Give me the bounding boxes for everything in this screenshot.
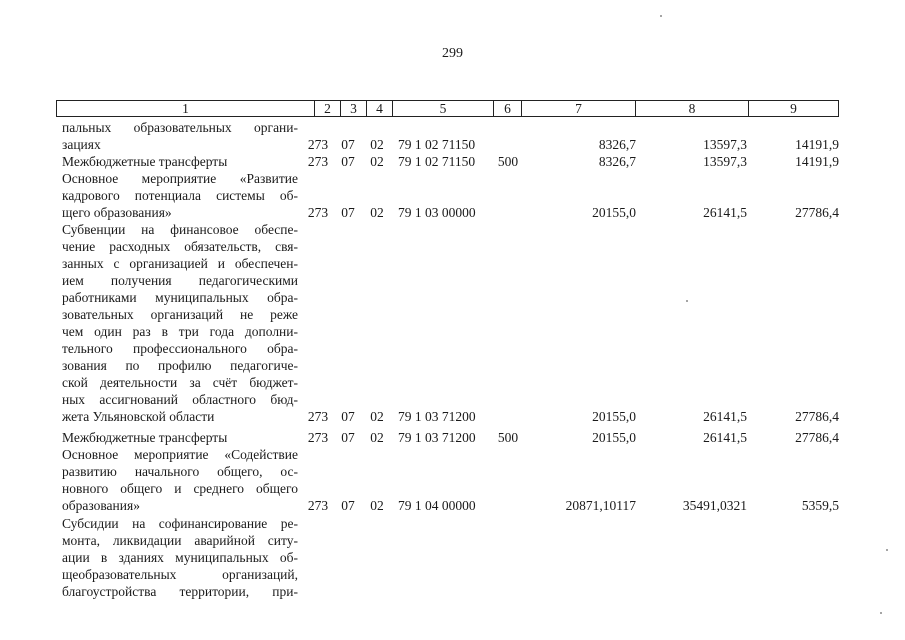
row-description-line: тельного профессионального обра- xyxy=(62,341,298,356)
row-description-line: щеобразовательных организаций, xyxy=(62,567,298,582)
cell-amount-8: 13597,3 xyxy=(703,137,747,152)
cell-amount-9: 27786,4 xyxy=(795,430,839,445)
row-description-line: зациях xyxy=(62,137,101,152)
row-description-line: зовательных организаций не реже xyxy=(62,307,298,322)
cell-admin-code: 273 xyxy=(307,430,329,445)
row-description-line: чем один раз в три года дополни- xyxy=(62,324,298,339)
cell-subsection: 02 xyxy=(370,498,384,513)
cell-amount-9: 5359,5 xyxy=(801,498,839,513)
cell-admin-code: 273 xyxy=(307,137,329,152)
cell-target-article: 79 1 03 00000 xyxy=(398,205,476,220)
cell-target-article: 79 1 02 71150 xyxy=(398,154,476,169)
cell-amount-9: 14191,9 xyxy=(795,137,839,152)
cell-amount-7: 20155,0 xyxy=(592,409,636,424)
row-description-line: ных ассигнований областного бюд- xyxy=(62,392,298,407)
cell-amount-7: 8326,7 xyxy=(598,154,636,169)
row-description-line: Межбюджетные трансферты xyxy=(62,430,228,445)
column-header-6: 6 xyxy=(494,101,522,116)
scan-speck xyxy=(886,549,888,551)
cell-amount-7: 20871,10117 xyxy=(565,498,636,513)
row-description-line: Межбюджетные трансферты xyxy=(62,154,228,169)
page-number: 299 xyxy=(442,46,463,61)
cell-admin-code: 273 xyxy=(307,154,329,169)
cell-subsection: 02 xyxy=(370,205,384,220)
column-header-9: 9 xyxy=(790,101,797,116)
row-description-line: ием получения педагогическими xyxy=(62,273,298,288)
cell-target-article: 79 1 03 71200 xyxy=(398,430,476,445)
cell-amount-7: 8326,7 xyxy=(598,137,636,152)
column-header-8: 8 xyxy=(636,101,749,116)
cell-section: 07 xyxy=(341,409,355,424)
column-header-3: 3 xyxy=(341,101,367,116)
cell-amount-8: 26141,5 xyxy=(703,205,747,220)
scan-speck xyxy=(880,612,882,614)
cell-section: 07 xyxy=(341,154,355,169)
cell-admin-code: 273 xyxy=(307,205,329,220)
cell-amount-8: 13597,3 xyxy=(703,154,747,169)
cell-amount-9: 27786,4 xyxy=(795,409,839,424)
cell-subsection: 02 xyxy=(370,409,384,424)
cell-admin-code: 273 xyxy=(307,498,329,513)
row-description-line: чение расходных обязательств, свя- xyxy=(62,239,298,254)
row-description-line: Основное мероприятие «Содействие xyxy=(62,447,298,462)
row-description-line: щего образования» xyxy=(62,205,172,220)
cell-amount-8: 35491,0321 xyxy=(682,498,747,513)
cell-section: 07 xyxy=(341,430,355,445)
row-description-line: кадрового потенциала системы об- xyxy=(62,188,298,203)
row-description-line: новного общего и среднего общего xyxy=(62,481,298,496)
column-header-1: 1 xyxy=(57,101,315,116)
cell-amount-8: 26141,5 xyxy=(703,409,747,424)
cell-target-article: 79 1 04 00000 xyxy=(398,498,476,513)
row-description-line: благоустройства территории, при- xyxy=(62,584,298,599)
row-description-line: монта, ликвидации аварийной ситу- xyxy=(62,533,298,548)
table-header xyxy=(56,100,839,117)
column-header-2: 2 xyxy=(315,101,341,116)
cell-amount-8: 26141,5 xyxy=(703,430,747,445)
row-description-line: развитию начального общего, ос- xyxy=(62,464,298,479)
column-header-7: 7 xyxy=(522,101,636,116)
cell-amount-9: 14191,9 xyxy=(795,154,839,169)
cell-admin-code: 273 xyxy=(307,409,329,424)
row-description-line: Основное мероприятие «Развитие xyxy=(62,171,298,186)
cell-expense-type: 500 xyxy=(497,430,519,445)
cell-target-article: 79 1 03 71200 xyxy=(398,409,476,424)
row-description-line: образования» xyxy=(62,498,140,513)
column-header-4: 4 xyxy=(367,101,393,116)
row-description-line: Субвенции на финансовое обеспе- xyxy=(62,222,298,237)
row-description-line: занных с организацией и обеспечен- xyxy=(62,256,298,271)
cell-section: 07 xyxy=(341,205,355,220)
row-description-line: Субсидии на софинансирование ре- xyxy=(62,516,298,531)
cell-amount-9: 27786,4 xyxy=(795,205,839,220)
row-description-line: ации в зданиях муниципальных об- xyxy=(62,550,298,565)
column-header-5: 5 xyxy=(393,101,494,116)
row-description-line: зования по профилю педагогиче- xyxy=(62,358,298,373)
cell-subsection: 02 xyxy=(370,430,384,445)
cell-section: 07 xyxy=(341,498,355,513)
row-description-line: пальных образовательных органи- xyxy=(62,120,298,135)
row-description-line: жета Ульяновской области xyxy=(62,409,215,424)
cell-section: 07 xyxy=(341,137,355,152)
cell-target-article: 79 1 02 71150 xyxy=(398,137,476,152)
cell-subsection: 02 xyxy=(370,137,384,152)
cell-amount-7: 20155,0 xyxy=(592,205,636,220)
row-description-line: работниками муниципальных обра- xyxy=(62,290,298,305)
cell-amount-7: 20155,0 xyxy=(592,430,636,445)
scan-speck xyxy=(686,300,688,302)
scan-speck xyxy=(660,15,662,17)
cell-expense-type: 500 xyxy=(497,154,519,169)
cell-subsection: 02 xyxy=(370,154,384,169)
row-description-line: ской деятельности за счёт бюджет- xyxy=(62,375,298,390)
